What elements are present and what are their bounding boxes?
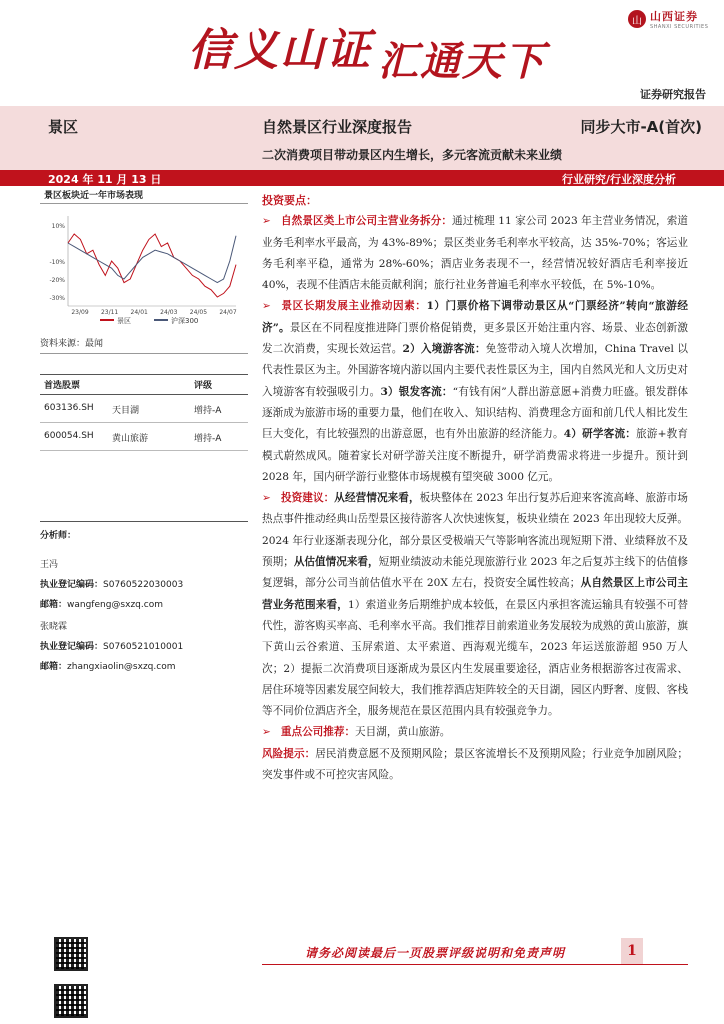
y-tick-label: -10% xyxy=(49,259,65,266)
page-number: 1 xyxy=(621,938,643,964)
x-tick-label: 24/07 xyxy=(219,309,237,316)
stock-rating: 增持-A xyxy=(194,406,222,416)
paragraph-investment-advice: ➢ 投资建议：从经营情况来看，板块整体在 2023 年出行复苏后迎来客流高峰、旅游市场热点事件推动经典山岳型景区接待游客人次快速恢复，板块业绩在 2023 年出现较大反弹。2024 年行业逐渐表现分化，部分景区受极端天气等影响客流出现短期下滑、业绩释放不及预期；从估值情况来看，短期业绩波动未能兑现旅游行业 2023 年之后复苏主线下的估值修复逻辑，部分公司当前估值水平在 20X 左右，投资安全属性较高；从自然景区上市公司主营业务范围来看，1）索道业务后期维护成本较低，在景区内承担客流运输具有较强不可替代性，游客购买率高、毛利率水平高。我们推荐目前索道业务发展较为成熟的黄山旅游，旗下黄山云谷索道、玉屏索道、太平索道、西海观光缆车，2023 年运送旅游超 950 万人次；2）提振二次消费项目逐渐成为景区内生发展重要途径，酒店业务根据游客过夜需求、居住环境等因素发展空间较大，我们推荐酒店矩阵较全的天目湖，园区内野奢、度假、客栈等不同价位酒店齐全，服务规范在景区范围内具有较强竞争力。 xyxy=(262,492,689,718)
y-tick-label: 10% xyxy=(51,223,65,230)
x-tick-label: 24/05 xyxy=(189,309,208,316)
stock-rating: 增持-A xyxy=(194,434,222,444)
y-tick-label: -20% xyxy=(49,277,65,284)
chart-svg xyxy=(40,206,248,326)
header xyxy=(0,0,724,106)
logo-mark-icon: 山 xyxy=(628,10,646,28)
x-tick-label: 23/11 xyxy=(100,309,119,316)
arrow-bullet-icon: ➢ xyxy=(262,726,271,739)
paragraph-business-split: ➢ 自然景区类上市公司主营业务拆分：通过梳理 11 家公司 2023 年主营业务情况，索道业务毛利率水平最高，为 43%-89%；景区类业务毛利率水平较高，达 35%-70%；客运业务毛利率平稳，通常为 28%-60%；酒店业务表现不一，经营情况较好酒店毛利率接近 40%，表现不佳酒店未能贡献利润；旅行社业务普遍毛利率水平较低，在 5%-10%。 xyxy=(262,215,688,292)
analyst-name: 张晓霖 xyxy=(40,622,68,632)
qr-code-icon xyxy=(54,984,88,1018)
stock-name: 天目湖 xyxy=(112,406,140,416)
analysts-section xyxy=(40,521,248,677)
x-tick-label: 24/01 xyxy=(130,309,148,316)
analyst-name: 王冯 xyxy=(40,560,59,570)
paragraph-drivers: ➢ 景区长期发展主业推动因素：1）门票价格下调带动景区从“门票经济”转向“旅游经济”。景区在不同程度推进降门票价格促销费，更多景区开始注重内容、场景、业态创新激发二次消费，实现长效运营。2）入境游客流：免签带动入境人次增加，China Travel 以代表性景区为主。外国游客境内游以国内主要代表性景区为主，国内自然风光和人文历史对入境游客有较强吸引力。3）银发客流：“有钱有闲”人群出游意愿+消费力旺盛。银发群体逐渐成为旅游市场的重要力量，他们在收入、知识结构、消费理念方面和前几代人相比发生巨大变化，有比较强烈的出游意愿，也有外出旅游的经济能力。4）研学客流：旅游+教育模式蔚然成风。随着家长对研学游关注度不断提升，研学消费需求将进一步提升。预计到 2028 年，国内研学游行业整体市场规模有望突破 3000 亿元。 xyxy=(262,300,689,483)
report-type: 证券研究报告 xyxy=(640,88,706,101)
sidebar xyxy=(40,186,248,679)
table-row xyxy=(40,395,248,423)
report-category: 行业研究/行业深度分析 xyxy=(561,173,676,186)
analysts-label: 分析师： xyxy=(40,531,77,541)
analyst-email-link[interactable]: wangfeng@sxzq.com xyxy=(67,600,163,610)
legend-label: 景区 xyxy=(117,317,131,325)
x-tick-label: 24/03 xyxy=(160,309,178,316)
stock-code: 600054.SH xyxy=(44,431,94,441)
stock-name: 黄山旅游 xyxy=(112,434,149,444)
slogan xyxy=(188,14,546,85)
reg-label: 执业登记编码： xyxy=(40,642,104,652)
page-title: 自然景区行业深度报告 xyxy=(262,118,413,136)
series-line xyxy=(68,236,236,283)
arrow-bullet-icon: ➢ xyxy=(262,492,271,505)
market-performance-chart xyxy=(40,206,248,326)
paragraph-recommendation: ➢ 重点公司推荐：天目湖，黄山旅游。 xyxy=(262,726,451,739)
section-heading: 投资要点： xyxy=(262,194,317,207)
table-row xyxy=(40,423,248,451)
slogan-part-1: 信义山证 xyxy=(188,25,372,76)
reg-number: S0760522030003 xyxy=(103,580,184,590)
analyst-card xyxy=(40,617,248,677)
header-stock: 首选股票 xyxy=(44,381,81,391)
preferred-stocks-table xyxy=(40,374,248,451)
arrow-bullet-icon: ➢ xyxy=(262,300,271,313)
x-tick-label: 23/09 xyxy=(71,309,89,316)
disclaimer-note: 请务必阅读最后一页股票评级说明和免责声明 xyxy=(305,946,566,960)
company-logo xyxy=(628,8,708,30)
logo-name-en: SHANXI SECURITIES xyxy=(650,24,709,30)
legend-label: 沪深300 xyxy=(171,317,199,325)
mail-label: 邮箱： xyxy=(40,662,68,672)
slogan-part-2: 汇通天下 xyxy=(378,38,546,85)
analyst-card xyxy=(40,555,248,615)
page-subtitle: 二次消费项目带动景区内生增长，多元客流贡献未来业绩 xyxy=(262,148,563,162)
reg-label: 执业登记编码： xyxy=(40,580,104,590)
qr-code-icon xyxy=(54,937,88,971)
logo-name-cn: 山西证券 xyxy=(650,10,698,23)
report-date: 2024 年 11 月 13 日 xyxy=(48,173,162,186)
header-name xyxy=(112,378,194,391)
chart-source: 资料来源：最闻 xyxy=(40,336,248,354)
main-content xyxy=(262,190,688,786)
series-line xyxy=(68,234,236,297)
table-header xyxy=(40,374,248,395)
stock-code: 603136.SH xyxy=(44,403,94,413)
mail-label: 邮箱： xyxy=(40,600,68,610)
industry-rating: 同步大市-A(首次) xyxy=(580,118,702,136)
analyst-email-link[interactable]: zhangxiaolin@sxzq.com xyxy=(67,662,176,672)
chart-title: 景区板块近一年市场表现 xyxy=(40,186,248,204)
footer-divider xyxy=(262,964,688,965)
reg-number: S0760521010001 xyxy=(103,642,184,652)
y-tick-label: -30% xyxy=(49,295,65,302)
arrow-bullet-icon: ➢ xyxy=(262,215,271,228)
paragraph-risk: 风险提示：居民消费意愿不及预期风险；景区客流增长不及预期风险；行业竞争加剧风险；突发事件或不可控灾害风险。 xyxy=(262,747,689,782)
industry-label: 景区 xyxy=(48,118,79,136)
header-rating: 评级 xyxy=(194,381,213,391)
